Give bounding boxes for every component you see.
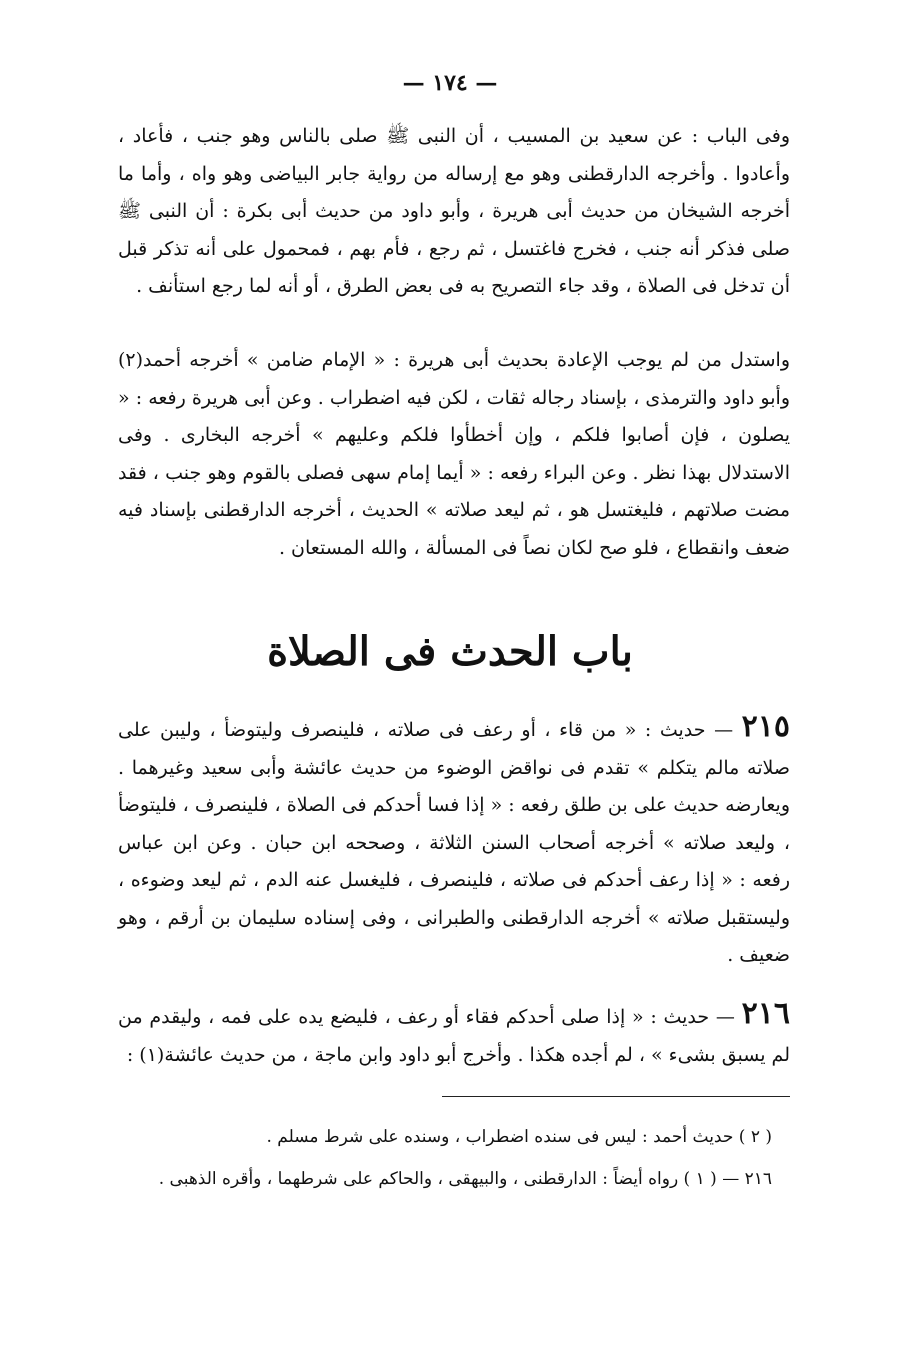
hadith-text: — حديث : « من قاء ، أو رعف فى صلاته ، فلينصرف وليتوضأ ، وليبن على صلاته مالم يتكلم » تقدم فى نواقض الوضوء من حديث عائشة وأبى سعيد وغيرهما . ويعارضه حديث على بن طلق رفعه : « إذا فسا أحدكم فى الصلاة ، فلينصرف ، فليتوضأ ، وليعد صلاته » أخرجه أصحاب السنن الثلاثة ، وصححه ابن حبان . وعن ابن عباس رفعه : « إذا رعف أحدكم فى صلاته ، فلينصرف ، فليغسل عنه الدم ، ثم ليعد وضوءه ، وليستقبل صلاته » أخرجه الدارقطنى والطبرانى ، وفى إسناده سليمان بن أرقم ، وهو ضعيف .	[118, 719, 790, 966]
hadith-text: — حديث : « إذا صلى أحدكم فقاء أو رعف ، فليضع يده على فمه ، وليقدم من لم يسبق بشىء » ، لم أجده هكذا . وأخرج أبو داود وابن ماجة ، من حديث عائشة(١) :	[118, 1006, 790, 1066]
hadith-number: ٢١٥	[741, 709, 791, 744]
footnote-1: ( ٢ ) حديث أحمد : ليس فى سنده اضطراب ، وسنده على شرط مسلم .	[266, 1127, 772, 1147]
section-heading: باب الحدث فى الصلاة	[267, 628, 633, 675]
footnote-divider	[442, 1096, 790, 1097]
hadith-215-paragraph	[118, 708, 790, 975]
paragraph-2: واستدل من لم يوجب الإعادة بحديث أبى هريرة : « الإمام ضامن » أخرجه أحمد(٢) وأبو داود والترمذى ، بإسناد رجاله ثقات ، لكن فيه اضطراب . وعن أبى هريرة رفعه : « يصلون ، فإن أصابوا فلكم ، وإن أخطأوا فلكم وعليهم » أخرجه البخارى . وفى الاستدلال بهذا نظر . وعن البراء رفعه : « أيما إمام سهى فصلى بالقوم وهو جنب ، فقد مضت صلاتهم ، فليغتسل هو ، ثم ليعد صلاته » الحديث ، أخرجه الدارقطنى بإسناد فيه ضعف وانقطاع ، فلو صح لكان نصاً فى المسألة ، والله المستعان .	[118, 349, 790, 559]
paragraph-1: وفى الباب : عن سعيد بن المسيب ، أن النبى ﷺ صلى بالناس وهو جنب ، فأعاد ، وأعادوا . وأخرجه الدارقطنى وهو مع إرساله من رواية جابر البياضى وهو واه ، وأما ما أخرجه الشيخان من حديث أبى هريرة ، وأبو داود من حديث أبى بكرة : أن النبى ﷺ صلى فذكر أنه جنب ، فخرج فاغتسل ، ثم رجع ، فأم بهم ، فمحمول على أنه تذكر قبل أن تدخل فى الصلاة ، وقد جاء التصريح به فى بعض الطرق ، أو أنه لما رجع استأنف .	[118, 125, 790, 297]
hadith-number: ٢١٦	[741, 996, 790, 1031]
footnote-2: ٢١٦ — ( ١ ) رواه أيضاً : الدارقطنى ، والبيهقى ، والحاكم على شرطهما ، وأقره الذهبى .	[158, 1169, 772, 1189]
page-number: — ١٧٤ —	[402, 70, 498, 96]
hadith-216-paragraph	[118, 995, 790, 1074]
